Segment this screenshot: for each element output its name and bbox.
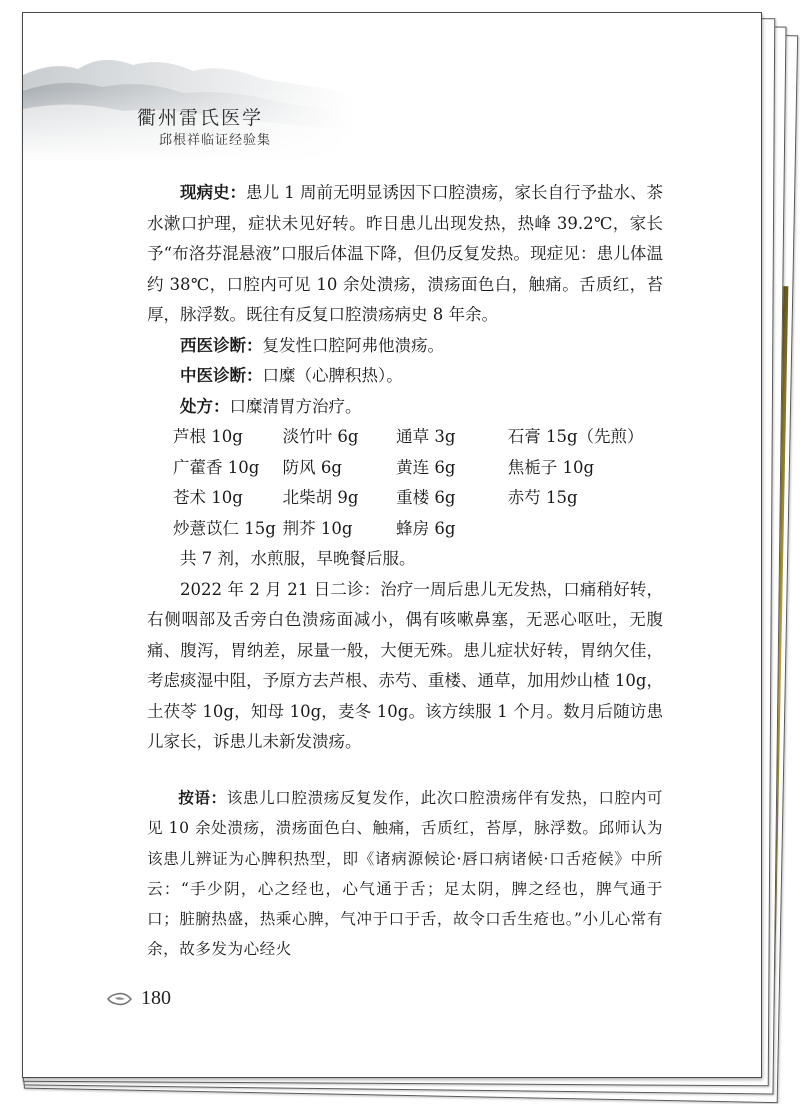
history-paragraph xyxy=(147,178,663,331)
western-diagnosis-text: 复发性口腔阿弗他溃疡。 xyxy=(262,335,444,355)
herb-row xyxy=(173,514,663,545)
commentary-section xyxy=(147,783,663,965)
herb-item: 蜂房 6g xyxy=(396,518,456,538)
herb-item: 通草 3g xyxy=(396,427,456,446)
tcm-diagnosis-label: 中医诊断： xyxy=(180,366,263,385)
tcm-diagnosis-text: 口糜（心脾积热）。 xyxy=(262,366,403,385)
cloud-ornament-icon xyxy=(105,990,133,1008)
herb-item: 黄连 6g xyxy=(396,457,456,477)
herb-item: 石膏 15g（先煎） xyxy=(507,427,644,446)
history-label: 现病史： xyxy=(180,183,246,202)
page-number: 180 xyxy=(141,987,171,1009)
herb-row xyxy=(173,422,663,453)
herb-item: 广藿香 10g xyxy=(173,457,260,477)
herb-item xyxy=(508,514,663,545)
herb-item: 炒薏苡仁 15g xyxy=(173,518,276,538)
western-diagnosis-paragraph xyxy=(147,331,663,362)
tcm-diagnosis-paragraph xyxy=(147,361,663,392)
book-title: 衢州雷氏医学 xyxy=(137,107,264,129)
dosage-paragraph: 共 7 剂，水煎服，早晚餐后服。 xyxy=(180,549,416,568)
commentary-paragraph xyxy=(147,783,663,965)
prescription-text: 口糜清胃方治疗。 xyxy=(229,396,362,416)
herb-item: 重楼 6g xyxy=(396,488,456,507)
followup-paragraph: 2022 年 2 月 21 日二诊：治疗一周后患儿无发热，口痛稍好转，右侧咽部及舌旁白色溃疡面减小，偶有咳嗽鼻塞，无恶心呕吐，无腹痛、腹泻，胃纳差，尿量一般，大便无殊。患儿症状好转，胃纳欠佳，考虑痰湿中阻，予原方去芦根、赤芍、重楼、通草，加用炒山楂 10g，土茯苓 10g，知母 10g，麦冬 10g。该方续服 1 个月。数月后随访患儿家长，诉患儿未新发溃疡。 xyxy=(147,579,663,751)
herb-row xyxy=(173,453,663,484)
herb-list xyxy=(173,422,663,544)
herb-item: 北柴胡 9g xyxy=(282,488,359,507)
page-footer xyxy=(105,987,171,1010)
commentary-text: 该患儿口腔溃疡反复发作，此次口腔溃疡伴有发热，口腔内可见 10 余处溃疡，溃疡面色白、触痛，舌质红，苔厚，脉浮数。邱师认为该患儿辨证为心脾积热型，即《诸病源候论·唇口病诸候·口舌疮候》中所云：“手少阴，心之经也，心气通于舌；足太阴，脾之经也，脾气通于口；脏腑热盛，热乘心脾，气冲于口于舌，故令口舌生疮也。”小儿心常有余，故多发为心经火 xyxy=(147,789,663,959)
herb-item: 苍术 10g xyxy=(173,488,243,507)
herb-item: 芦根 10g xyxy=(173,427,243,446)
herb-item: 防风 6g xyxy=(282,457,342,477)
book-page xyxy=(22,12,762,1078)
herb-item: 赤芍 15g xyxy=(507,488,578,507)
herb-item: 荆芥 10g xyxy=(282,518,353,538)
prescription-label: 处方： xyxy=(180,396,230,416)
herb-row xyxy=(173,483,663,514)
book-subtitle: 邱根祥临证经验集 xyxy=(159,133,272,148)
prescription-paragraph xyxy=(147,392,663,423)
western-diagnosis-label: 西医诊断： xyxy=(180,335,263,355)
herb-item: 焦栀子 10g xyxy=(507,457,595,477)
commentary-label: 按语： xyxy=(178,788,227,807)
history-text: 患儿 1 周前无明显诱因下口腔溃疡，家长自行予盐水、茶水漱口护理，症状未见好转。昨日患儿出现发热，热峰 39.2℃，家长予“布洛芬混悬液”口服后体温下降，但仍反复发热。现症见：患儿体温约 38℃，口腔内可见 10 余处溃疡，溃疡面色白，触痛。舌质红，苔厚，脉浮数。既往有反复口腔溃疡病史 8 年余。 xyxy=(147,183,663,324)
herb-item: 淡竹叶 6g xyxy=(282,427,359,446)
case-body xyxy=(147,178,663,758)
